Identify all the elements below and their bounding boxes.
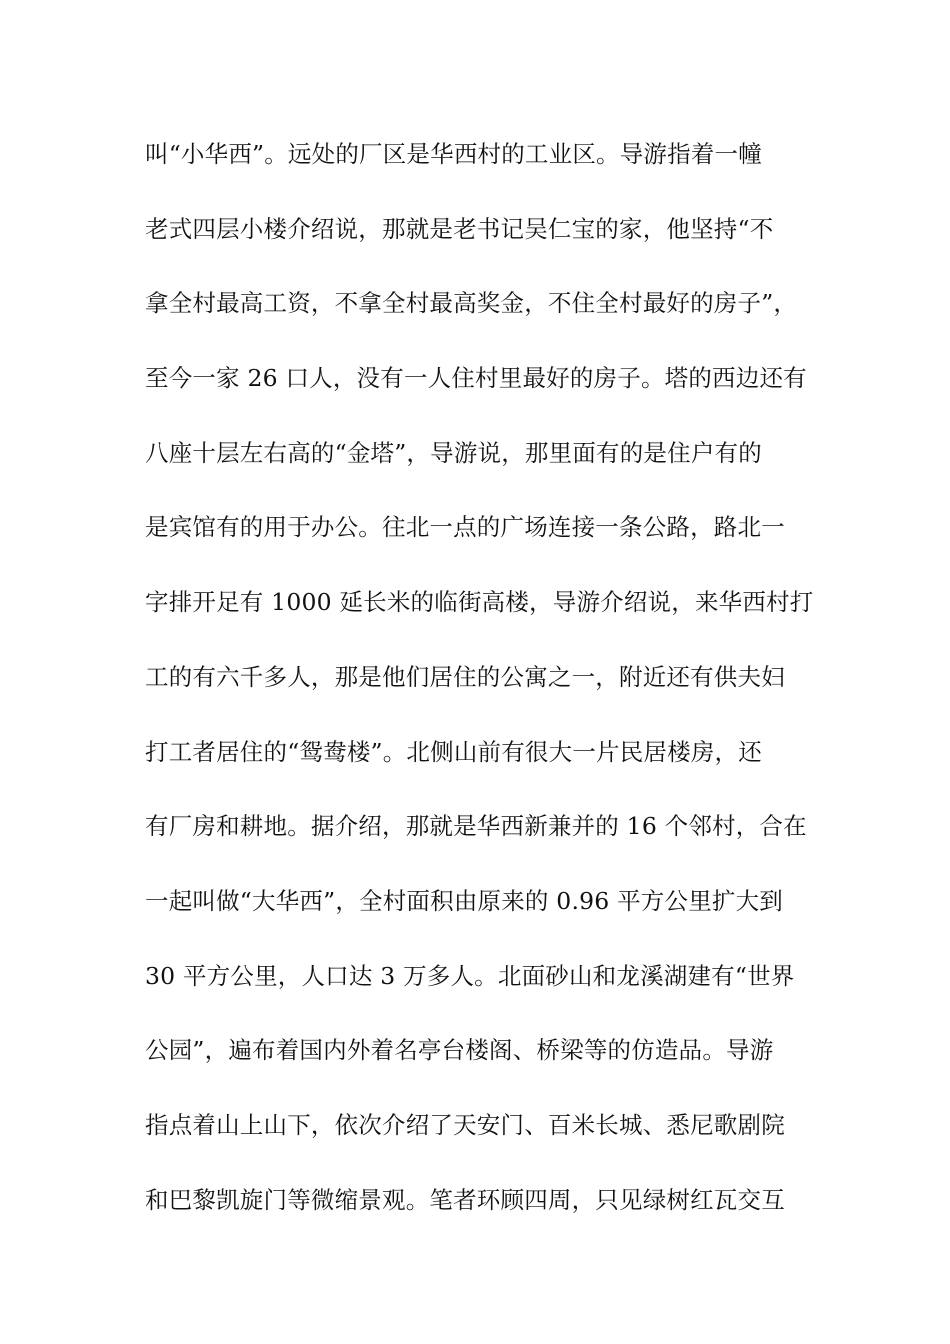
- text-line-10: 有厂房和耕地。据介绍，那就是华西新兼并的 16 个邻村，合在: [145, 812, 807, 841]
- text-line-12: 30 平方公里，人口达 3 万多人。北面砂山和龙溪湖建有“世界: [145, 961, 795, 990]
- text-line-13: 公园”，遍布着国内外着名亭台楼阁、桥梁等的仿造品。导游: [145, 1036, 774, 1065]
- text-line-9: 打工者居住的“鸳鸯楼”。北侧山前有很大一片民居楼房，还: [145, 737, 762, 766]
- text-line-1: 叫“小华西”。远处的厂区是华西村的工业区。导游指着一幢: [145, 140, 762, 168]
- text-line-5: 八座十层左右高的“金塔”，导游说，那里面有的是住户有的: [145, 438, 762, 467]
- text-line-7: 字排开足有 1000 延长米的临街高楼，导游介绍说，来华西村打: [145, 588, 814, 617]
- text-line-11: 一起叫做“大华西”，全村面积由原来的 0.96 平方公里扩大到: [145, 886, 783, 915]
- text-line-4: 至今一家 26 口人，没有一人住村里最好的房子。塔的西边还有: [145, 364, 807, 393]
- text-line-6: 是宾馆有的用于办公。往北一点的广场连接一条公路，路北一: [145, 513, 785, 542]
- text-line-3: 拿全村最高工资，不拿全村最高奖金，不住全村最好的房子”，: [145, 289, 798, 318]
- text-line-15: 和巴黎凯旋门等微缩景观。笔者环顾四周，只见绿树红瓦交互: [145, 1185, 785, 1214]
- text-line-14: 指点着山上山下，依次介绍了天安门、百米长城、悉尼歌剧院: [145, 1110, 785, 1139]
- text-line-8: 工的有六千多人，那是他们居住的公寓之一，附近还有供夫妇: [145, 662, 785, 691]
- text-line-2: 老式四层小楼介绍说，那就是老书记吴仁宝的家，他坚持“不: [145, 214, 774, 243]
- body-paragraph: [145, 132, 815, 1252]
